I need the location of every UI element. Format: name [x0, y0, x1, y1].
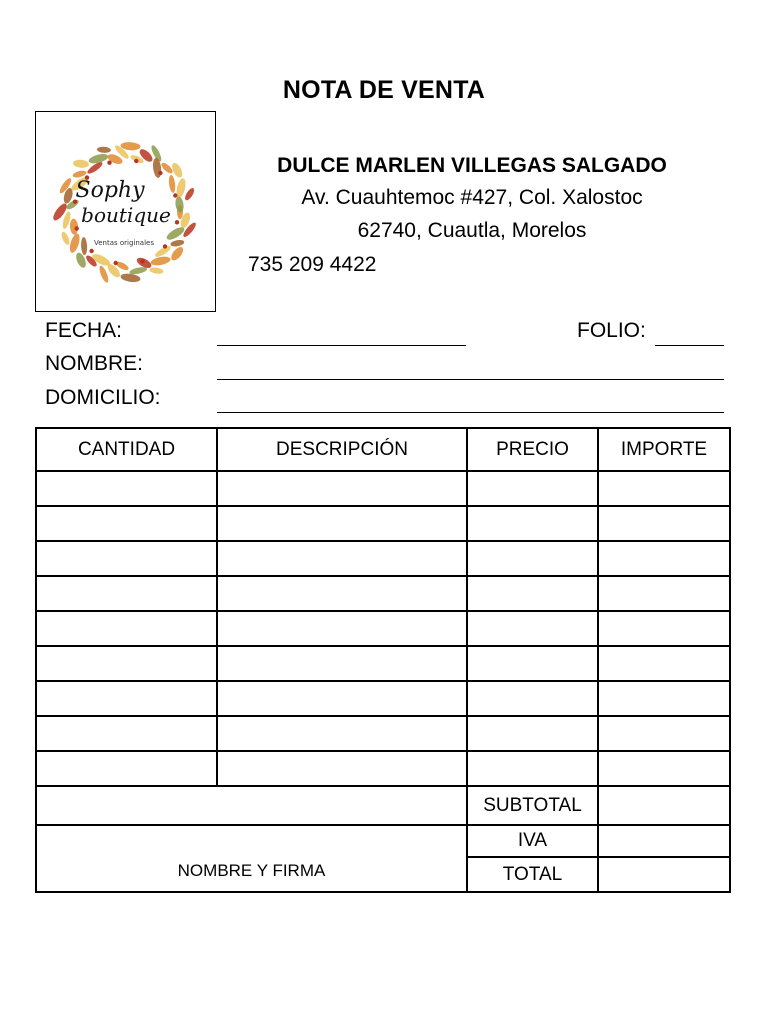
quantity-cell[interactable]: [36, 541, 217, 576]
amount-cell[interactable]: [598, 506, 730, 541]
amount-cell[interactable]: [598, 576, 730, 611]
table-row: [36, 471, 730, 506]
quantity-cell[interactable]: [36, 681, 217, 716]
price-cell[interactable]: [467, 576, 598, 611]
total-value-cell[interactable]: [598, 857, 730, 892]
wreath-berry: [89, 249, 93, 253]
address-field-line[interactable]: [217, 412, 724, 413]
business-address-line1: Av. Cuauhtemoc #427, Col. Xalostoc: [301, 186, 643, 209]
wreath-berry: [134, 159, 138, 163]
wreath-berry: [140, 259, 144, 263]
quantity-cell[interactable]: [36, 471, 217, 506]
wreath-leaf: [174, 196, 184, 213]
description-cell[interactable]: [217, 471, 467, 506]
document-title: NOTA DE VENTA: [282, 76, 486, 104]
amount-cell[interactable]: [598, 541, 730, 576]
quantity-cell[interactable]: [36, 611, 217, 646]
description-cell[interactable]: [217, 506, 467, 541]
header-amount: IMPORTE: [598, 428, 730, 471]
logo-text-line2: boutique: [81, 203, 171, 227]
table-row: [36, 751, 730, 786]
business-phone: 735 209 4422: [248, 253, 377, 276]
name-label: NOMBRE:: [45, 352, 144, 375]
price-cell[interactable]: [467, 541, 598, 576]
amount-cell[interactable]: [598, 471, 730, 506]
amount-cell[interactable]: [598, 646, 730, 681]
date-field-line[interactable]: [217, 345, 466, 346]
table-row: [36, 506, 730, 541]
subtotal-row: [36, 786, 730, 825]
table-row: [36, 576, 730, 611]
wreath-berry: [114, 261, 118, 265]
price-cell[interactable]: [467, 646, 598, 681]
price-cell[interactable]: [467, 751, 598, 786]
amount-cell[interactable]: [598, 716, 730, 751]
iva-value-cell[interactable]: [598, 825, 730, 857]
wreath-leaf: [169, 245, 185, 262]
wreath-leaf: [68, 232, 81, 253]
price-cell[interactable]: [467, 681, 598, 716]
wreath-berry: [75, 226, 79, 230]
table-row: [36, 611, 730, 646]
business-name: DULCE MARLEN VILLEGAS SALGADO: [277, 154, 667, 177]
wreath-leaf: [60, 231, 71, 246]
signature-cell[interactable]: NOMBRE Y FIRMA: [36, 825, 467, 892]
quantity-cell[interactable]: [36, 646, 217, 681]
table-row: [36, 681, 730, 716]
header-description: DESCRIPCIÓN: [217, 428, 467, 471]
description-cell[interactable]: [217, 646, 467, 681]
total-label: TOTAL: [467, 857, 598, 892]
wreath-leaf: [73, 159, 90, 168]
header-quantity: CANTIDAD: [36, 428, 217, 471]
description-cell[interactable]: [217, 541, 467, 576]
address-label: DOMICILIO:: [45, 386, 161, 409]
name-field-line[interactable]: [217, 379, 724, 380]
table-header-row: [36, 428, 730, 471]
description-cell[interactable]: [217, 716, 467, 751]
logo-text-line1: Sophy: [75, 178, 145, 203]
quantity-cell[interactable]: [36, 751, 217, 786]
wreath-berry: [107, 161, 111, 165]
subtotal-label: SUBTOTAL: [467, 786, 598, 825]
subtotal-blank-cell: [36, 786, 467, 825]
wreath-leaf: [150, 255, 171, 267]
quantity-cell[interactable]: [36, 576, 217, 611]
table-row: [36, 541, 730, 576]
amount-cell[interactable]: [598, 611, 730, 646]
subtotal-value-cell[interactable]: [598, 786, 730, 825]
wreath-leaf: [97, 146, 111, 153]
price-cell[interactable]: [467, 611, 598, 646]
logo-box: [35, 111, 216, 312]
wreath-berry: [173, 193, 177, 197]
wreath-leaf: [168, 175, 176, 194]
table-row: [36, 716, 730, 751]
iva-label: IVA: [467, 825, 598, 857]
wreath-leaf: [183, 187, 196, 202]
wreath-leaf: [170, 239, 185, 248]
iva-row: [36, 825, 730, 857]
logo-tagline: Ventas originales: [93, 239, 155, 247]
description-cell[interactable]: [217, 611, 467, 646]
business-address-line2: 62740, Cuautla, Morelos: [357, 219, 587, 242]
price-cell[interactable]: [467, 471, 598, 506]
date-label: FECHA:: [45, 319, 123, 342]
wreath-berry: [158, 171, 162, 175]
wreath-leaf: [120, 272, 141, 283]
folio-label: FOLIO:: [577, 319, 646, 342]
folio-field-line[interactable]: [655, 345, 724, 346]
wreath-berry: [175, 220, 179, 224]
items-table: [35, 427, 731, 893]
price-cell[interactable]: [467, 506, 598, 541]
quantity-cell[interactable]: [36, 716, 217, 751]
description-cell[interactable]: [217, 681, 467, 716]
wreath-leaf: [149, 267, 164, 275]
description-cell[interactable]: [217, 751, 467, 786]
table-row: [36, 646, 730, 681]
wreath-berry: [163, 244, 167, 248]
wreath-logo: [36, 112, 215, 311]
wreath-leaf: [81, 237, 88, 255]
header-price: PRECIO: [467, 428, 598, 471]
amount-cell[interactable]: [598, 751, 730, 786]
price-cell[interactable]: [467, 716, 598, 751]
description-cell[interactable]: [217, 576, 467, 611]
amount-cell[interactable]: [598, 681, 730, 716]
quantity-cell[interactable]: [36, 506, 217, 541]
